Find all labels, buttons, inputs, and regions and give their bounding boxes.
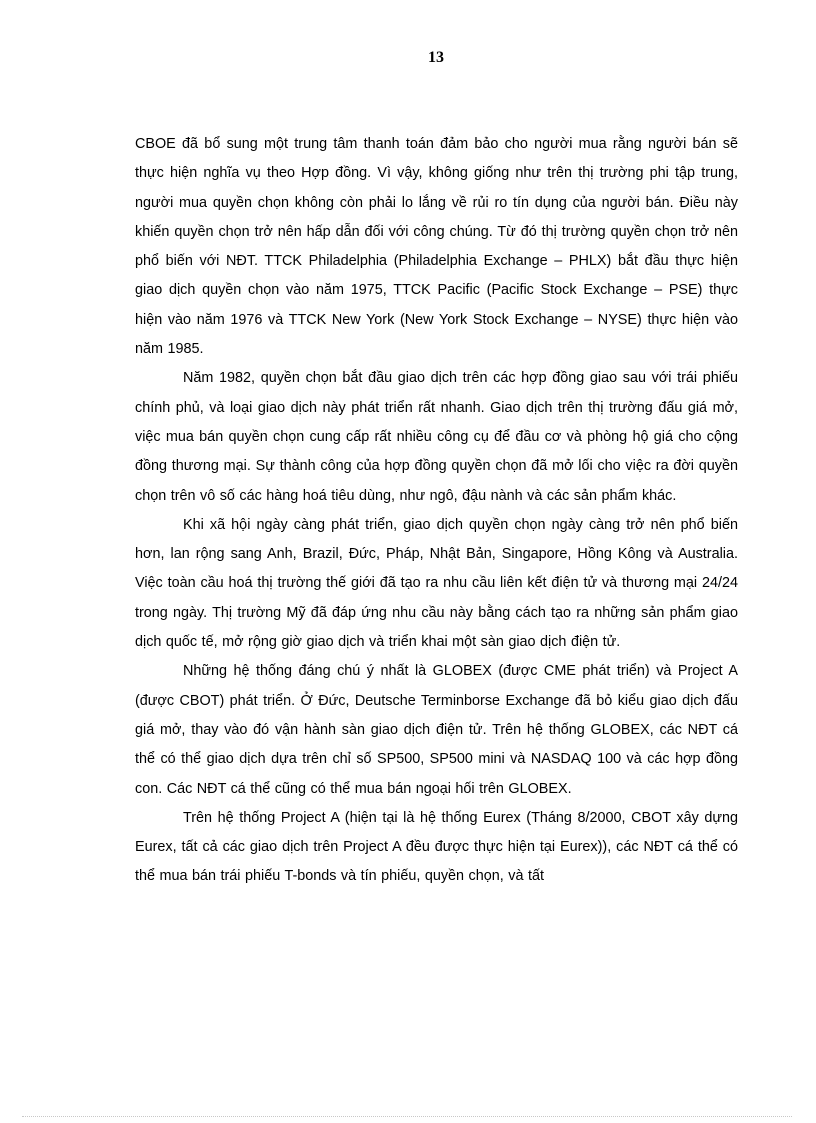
paragraph: Trên hệ thống Project A (hiện tại là hệ thống Eurex (Tháng 8/2000, CBOT xây dựng Eurex, tất cả các giao dịch trên Project A đều được thực hiện tại Eurex)), các NĐT cá thể có thể mua bán trái phiếu T-bonds và tín phiếu, quyền chọn, và tất [135, 809, 738, 885]
paragraph: CBOE đã bổ sung một trung tâm thanh toán đảm bảo cho người mua rằng người bán sẽ thực hiện nghĩa vụ theo Hợp đồng. Vì vậy, không giống như trên thị trường phi tập trung, người mua quyền chọn không còn phải lo lắng về rủi ro tín dụng của người bán. Điều này khiến quyền chọn trở nên hấp dẫn đối với công chúng. Từ đó thị trường quyền chọn trở nên phổ biến với NĐT. TTCK Philadelphia (Philadelphia Exchange – PHLX) bắt đầu thực hiện giao dịch quyền chọn vào năm 1975, TTCK Pacific (Pacific Stock Exchange – PSE) thực hiện vào năm 1976 và TTCK New York (New York Stock Exchange – NYSE) thực hiện vào năm 1985. [135, 136, 738, 358]
page-bottom-divider [22, 1116, 792, 1117]
paragraph: Những hệ thống đáng chú ý nhất là GLOBEX (được CME phát triển) và Project A (được CBOT) phát triển. Ở Đức, Deutsche Terminborse Exchange đã bỏ kiểu giao dịch đấu giá mở, thay vào đó vận hành sàn giao dịch điện tử. Trên hệ thống GLOBEX, các NĐT cá thể có thể giao dịch dựa trên chỉ số SP500, SP500 mini và NASDAQ 100 và các hợp đồng con. Các NĐT cá thể cũng có thể mua bán ngoại hối trên GLOBEX. [135, 663, 738, 797]
paragraph: Năm 1982, quyền chọn bắt đầu giao dịch trên các hợp đồng giao sau với trái phiếu chính phủ, và loại giao dịch này phát triển rất nhanh. Giao dịch trên thị trường đấu giá mở, việc mua bán quyền chọn cung cấp rất nhiều công cụ để đầu cơ và phòng hộ giá cho cộng đồng thương mại. Sự thành công của hợp đồng quyền chọn đã mở lối cho việc ra đời quyền chọn trên vô số các hàng hoá tiêu dùng, như ngô, đậu nành và các sản phẩm khác. [135, 370, 738, 504]
paragraph: Khi xã hội ngày càng phát triển, giao dịch quyền chọn ngày càng trở nên phổ biến hơn, lan rộng sang Anh, Brazil, Đức, Pháp, Nhật Bản, Singapore, Hồng Kông và Australia. Việc toàn cầu hoá thị trường thế giới đã tạo ra nhu cầu liên kết điện tử và thương mại 24/24 trong ngày. Thị trường Mỹ đã đáp ứng nhu cầu này bằng cách tạo ra những sản phẩm giao dịch quốc tế, mở rộng giờ giao dịch và triển khai một sàn giao dịch điện tử. [135, 516, 738, 651]
page-number: 13 [428, 49, 444, 66]
document-body [135, 130, 738, 892]
